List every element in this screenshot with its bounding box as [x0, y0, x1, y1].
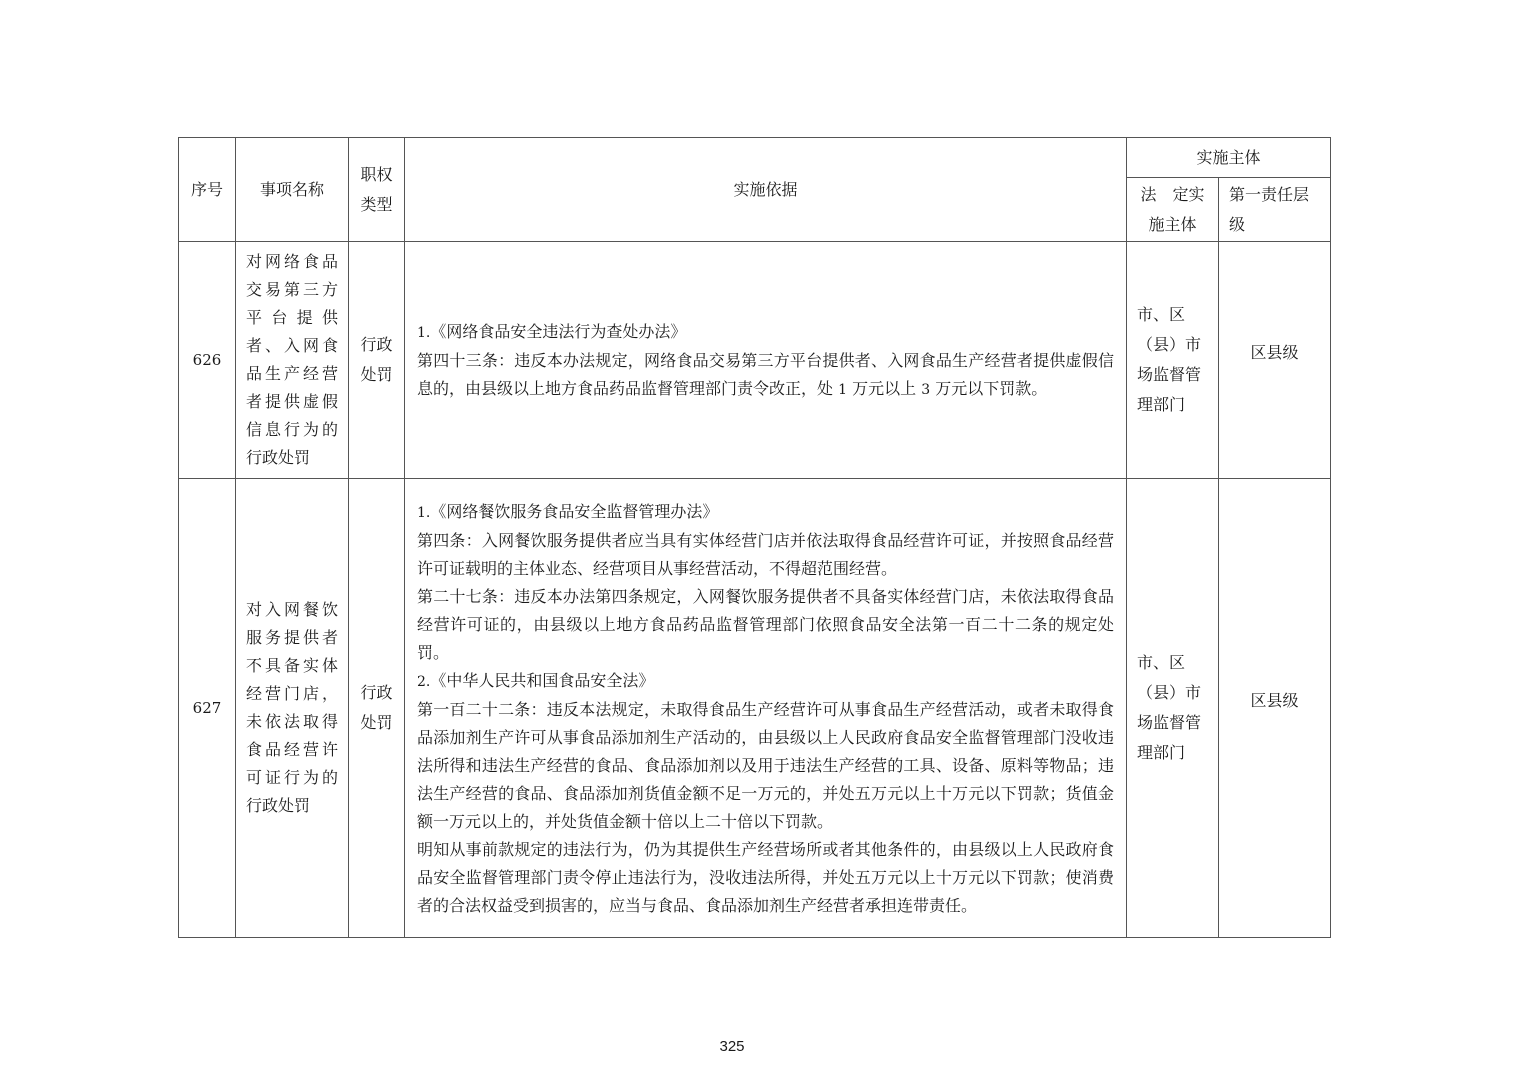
basis-title — [417, 318, 1114, 347]
basis-title-text: 《网络餐饮服务食品安全监督管理办法》 — [430, 502, 719, 521]
row-legal-subject: 市、区（县）市场监督管理部门 — [1127, 479, 1219, 938]
basis-title-number: 2. — [417, 674, 431, 690]
basis-title — [417, 667, 1114, 696]
basis-title-number: 1. — [417, 325, 431, 341]
table-row — [179, 479, 1331, 938]
basis-paragraph — [417, 347, 1114, 404]
header-item-name: 事项名称 — [236, 138, 349, 242]
basis-number: 1 — [838, 382, 848, 398]
basis-title-text: 《中华人民共和国食品安全法》 — [430, 671, 655, 690]
header-seq: 序号 — [179, 138, 236, 242]
row-item-name: 对入网餐饮服务提供者不具备实体经营门店，未依法取得食品经营许可证行为的行政处罚 — [236, 479, 349, 938]
basis-title-text: 《网络食品安全违法行为查处办法》 — [430, 322, 687, 341]
row-first-level — [1219, 242, 1331, 479]
basis-number: 3 — [921, 382, 931, 398]
first-level-text: 区县级 — [1250, 342, 1299, 362]
header-legal-subject: 法 定实施主体 — [1127, 178, 1219, 242]
row-power-type: 行政处罚 — [349, 479, 405, 938]
basis-paragraph: 明知从事前款规定的违法行为，仍为其提供生产经营场所或者其他条件的，由县级以上人民政府食品安全监督管理部门责令停止违法行为，没收违法所得，并处五万元以上十万元以下罚款；使消费者的合法权益受到损害的，应当与食品、食品添加剂生产经营者承担连带责任。 — [417, 840, 1114, 915]
page-number: 325 — [719, 1038, 745, 1055]
row-basis — [405, 479, 1127, 938]
header-first-level: 第一责任层级 — [1219, 178, 1331, 242]
header-subject-group: 实施主体 — [1127, 138, 1331, 178]
basis-paragraph: 第二十七条：违反本办法第四条规定，入网餐饮服务提供者不具备实体经营门店，未依法取得食品经营许可证的，由县级以上地方食品药品监督管理部门依照食品安全法第一百二十二条的规定处罚。 — [417, 587, 1114, 662]
row-first-level — [1219, 479, 1331, 938]
row-seq: 626 — [179, 242, 236, 479]
basis-title — [417, 498, 1114, 527]
row-item-name: 对网络食品交易第三方平台提供者、入网食品生产经营者提供虚假信息行为的行政处罚 — [236, 242, 349, 479]
header-basis: 实施依据 — [405, 138, 1127, 242]
basis-paragraph: 第一百二十二条：违反本法规定，未取得食品生产经营许可从事食品生产经营活动，或者未取得食品添加剂生产许可从事食品添加剂生产活动的，由县级以上人民政府食品安全监督管理部门没收违法所得和违法生产经营的食品、食品添加剂以及用于违法生产经营的工具、设备、原料等物品；违法生产经营的食品、食品添加剂货值金额不足一万元的，并处五万元以上十万元以下罚款；货值金额一万元以上的，并处货值金额十倍以上二十倍以下罚款。 — [417, 700, 1114, 831]
first-level-text: 区县级 — [1250, 690, 1299, 710]
row-basis — [405, 242, 1127, 479]
table-row — [179, 242, 1331, 479]
basis-title-number: 1. — [417, 505, 431, 521]
regulation-table — [178, 137, 1331, 938]
basis-text: 万元以下罚款。 — [935, 379, 1048, 398]
row-power-type: 行政处罚 — [349, 242, 405, 479]
basis-text: 万元以上 — [852, 379, 917, 398]
row-legal-subject: 市、区（县）市场监督管理部门 — [1127, 242, 1219, 479]
row-seq: 627 — [179, 479, 236, 938]
basis-text: 第四十三条：违反本办法规定，网络食品交易第三方平台提供者、入网食品生产经营者提供虚假信息的，由县级以上地方食品药品监督管理部门责令改正，处 — [417, 351, 1114, 398]
basis-paragraph: 第四条：入网餐饮服务提供者应当具有实体经营门店并依法取得食品经营许可证，并按照食品经营许可证载明的主体业态、经营项目从事经营活动，不得超范围经营。 — [417, 531, 1114, 578]
header-power-type: 职权类型 — [349, 138, 405, 242]
